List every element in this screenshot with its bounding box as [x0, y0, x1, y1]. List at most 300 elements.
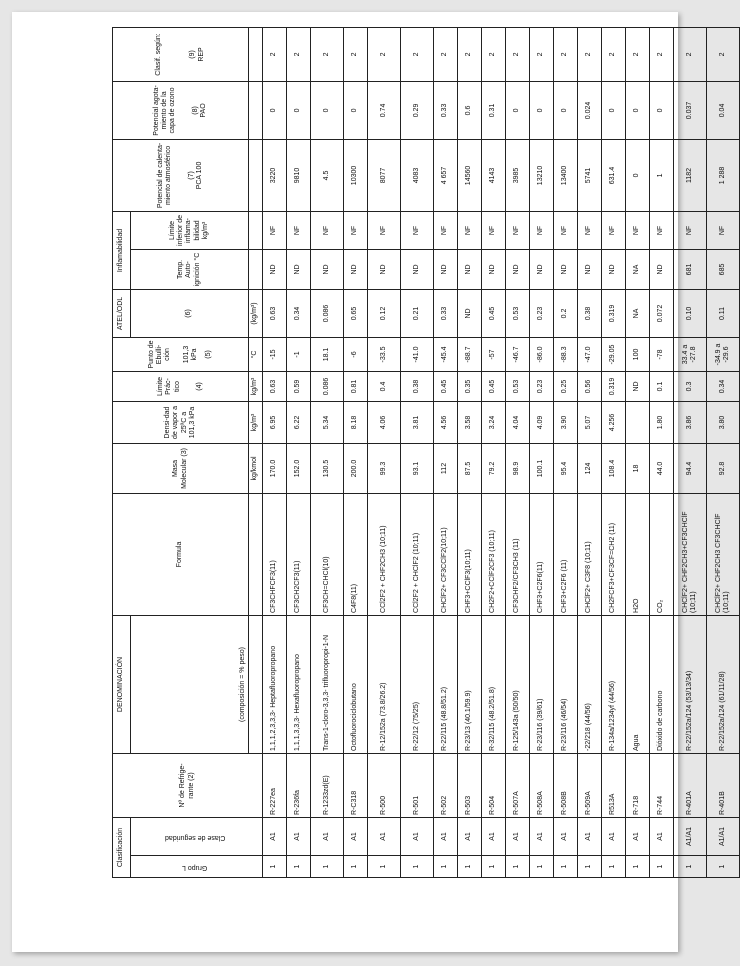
cell-autoign: ND	[650, 249, 674, 289]
cell-atel: 0.086	[311, 289, 344, 337]
cell-denominacion: R-22/115 (48.8/51.2)	[434, 615, 458, 753]
table-row	[434, 27, 458, 877]
cell-refrigerante: R-509A	[578, 753, 602, 817]
cell-limite: 0.81	[344, 371, 368, 401]
cell-grupo: 1	[674, 856, 707, 878]
cell-limite: 0.34	[707, 371, 740, 401]
cell-rep: 2	[506, 27, 530, 81]
cell-pca: 10300	[344, 139, 368, 211]
table-row	[482, 27, 506, 877]
cell-grupo: 1	[554, 856, 578, 878]
cell-denominacion: R-22/12 (75/25)	[401, 615, 434, 753]
cell-limite: ND	[626, 371, 650, 401]
cell-clase: A1	[554, 817, 578, 855]
document-page	[12, 12, 730, 952]
header-ebullicion-unit: °C	[249, 337, 263, 371]
cell-lim-inf: NF	[554, 211, 578, 249]
cell-atel: 0.12	[368, 289, 401, 337]
header-group-row	[113, 27, 131, 877]
cell-rep: 2	[311, 27, 344, 81]
cell-atel: 0.11	[707, 289, 740, 337]
cell-pca: 4 657	[434, 139, 458, 211]
header-inflamabilidad: Inflamabilidad	[113, 211, 131, 289]
table-row	[458, 27, 482, 877]
cell-pao: 0	[626, 81, 650, 139]
cell-autoign: NA	[626, 249, 650, 289]
cell-clase: A1	[311, 817, 344, 855]
cell-denominacion: R-134a/1234yf (44/56)	[602, 615, 626, 753]
cell-lim-inf: NF	[434, 211, 458, 249]
cell-lim-inf: NF	[344, 211, 368, 249]
table-row	[602, 27, 626, 877]
header-pao-blank	[249, 81, 263, 139]
cell-densidad: 3.81	[401, 401, 434, 443]
header-ebullicion	[113, 337, 249, 371]
header-clase	[131, 817, 263, 855]
cell-lim-inf: NF	[602, 211, 626, 249]
cell-formula: CCl2F2 + CHF2CH3 (10;11)	[368, 493, 401, 615]
cell-lim-inf: NF	[458, 211, 482, 249]
cell-limite: 0.4	[368, 371, 401, 401]
cell-grupo: 1	[530, 856, 554, 878]
cell-clase: A1	[626, 817, 650, 855]
table-row	[674, 27, 707, 877]
header-densidad-unit: kg/m³	[249, 401, 263, 443]
cell-masa: 87.5	[458, 443, 482, 493]
header-autoign-blank	[249, 249, 263, 289]
cell-clase: A1	[401, 817, 434, 855]
table-row	[650, 27, 674, 877]
cell-limite: 0.45	[434, 371, 458, 401]
cell-refrigerante: R-1233zd(E)	[311, 753, 344, 817]
cell-refrigerante: R-401A	[674, 753, 707, 817]
cell-pca: 13400	[554, 139, 578, 211]
cell-denominacion: R-23/13 (40.1/59.9)	[458, 615, 482, 753]
cell-densidad: 6.22	[287, 401, 311, 443]
header-grupo	[131, 856, 263, 878]
cell-clase: A1	[458, 817, 482, 855]
cell-clase: A1	[368, 817, 401, 855]
cell-clase: A1	[506, 817, 530, 855]
cell-pao: 0.31	[482, 81, 506, 139]
header-composicion: (composición = % peso)	[131, 615, 249, 753]
cell-refrigerante: R513A	[602, 753, 626, 817]
cell-formula: CF3CH=CHCl(10)	[311, 493, 344, 615]
cell-refrigerante: R-C318	[344, 753, 368, 817]
cell-formula: CHClF2+ CHF2CH3 CF3CHClF (10;11)	[707, 493, 740, 615]
cell-refrigerante: R-227ea	[263, 753, 287, 817]
cell-atel: 0.23	[530, 289, 554, 337]
cell-rep: 2	[458, 27, 482, 81]
header-clasificacion: Clasificación	[113, 817, 131, 877]
cell-pao: 0	[530, 81, 554, 139]
cell-ebullicion: 33.4 a -27.8	[674, 337, 707, 371]
clasif-label: Clasif. según:	[155, 33, 163, 76]
cell-clase: A1	[530, 817, 554, 855]
cell-pca: 1	[650, 139, 674, 211]
cell-grupo: 1	[311, 856, 344, 878]
header-densidad: Densi-dad de vapor a 25ºC a 101,3 kPa	[113, 401, 249, 443]
cell-grupo: 1	[368, 856, 401, 878]
cell-densidad: 5.34	[311, 401, 344, 443]
cell-autoign: ND	[368, 249, 401, 289]
cell-ebullicion: -45.4	[434, 337, 458, 371]
cell-pca: 8077	[368, 139, 401, 211]
cell-refrigerante: R-507A	[506, 753, 530, 817]
cell-ebullicion: -88.3	[554, 337, 578, 371]
cell-masa: 100.1	[530, 443, 554, 493]
header-atel: ATEL/ODL	[113, 289, 131, 337]
cell-autoign: 685	[707, 249, 740, 289]
cell-masa: 18	[626, 443, 650, 493]
header-no-refrigerante: Nº de Refrige-rante (2)	[113, 753, 263, 817]
cell-limite: 0.45	[482, 371, 506, 401]
table-row	[626, 27, 650, 877]
cell-lim-inf: NF	[650, 211, 674, 249]
cell-limite: 0.25	[554, 371, 578, 401]
cell-refrigerante: R-500	[368, 753, 401, 817]
header-limite-unit: kg/m³	[249, 371, 263, 401]
cell-rep: 2	[674, 27, 707, 81]
cell-denominacion: R-125/143a (50/50)	[506, 615, 530, 753]
cell-formula: CHF3+CClF3(10;11)	[458, 493, 482, 615]
cell-limite: 0.319	[602, 371, 626, 401]
cell-autoign: ND	[458, 249, 482, 289]
cell-denominacion: R-23/116 (46/54)	[554, 615, 578, 753]
rep-sub: REP	[197, 47, 205, 62]
cell-rep: 2	[368, 27, 401, 81]
cell-lim-inf: NF	[707, 211, 740, 249]
cell-densidad: 4.56	[434, 401, 458, 443]
cell-limite: 0.3	[674, 371, 707, 401]
pca-label: Potencial de calenta-miento atmosférico	[157, 142, 173, 209]
cell-ebullicion: 100	[626, 337, 650, 371]
cell-autoign: ND	[530, 249, 554, 289]
cell-lim-inf: NF	[368, 211, 401, 249]
cell-autoign: ND	[287, 249, 311, 289]
cell-masa: 130.5	[311, 443, 344, 493]
cell-grupo: 1	[578, 856, 602, 878]
cell-masa: 44.0	[650, 443, 674, 493]
table-row	[368, 27, 401, 877]
cell-atel: 0.21	[401, 289, 434, 337]
cell-densidad: 4.256	[602, 401, 626, 443]
cell-masa: 170.0	[263, 443, 287, 493]
cell-grupo: 1	[401, 856, 434, 878]
table-row	[707, 27, 740, 877]
cell-autoign: ND	[578, 249, 602, 289]
cell-denominacion: Agua	[626, 615, 650, 753]
cell-autoign: ND	[434, 249, 458, 289]
cell-lim-inf: NF	[263, 211, 287, 249]
cell-refrigerante: R-236fa	[287, 753, 311, 817]
cell-pao: 0.04	[707, 81, 740, 139]
cell-autoign: ND	[482, 249, 506, 289]
header-unit-row	[249, 27, 263, 877]
cell-atel: 0.65	[344, 289, 368, 337]
cell-refrigerante: R-508B	[554, 753, 578, 817]
cell-autoign: ND	[311, 249, 344, 289]
cell-limite: 0.35	[458, 371, 482, 401]
ebullicion-num: (5)	[204, 350, 212, 359]
cell-autoign: 681	[674, 249, 707, 289]
cell-autoign: ND	[344, 249, 368, 289]
cell-clase: A1	[434, 817, 458, 855]
grupo-label: Grupo L	[182, 863, 208, 871]
cell-formula: CCl2F2 + CHClF2 (10;11)	[401, 493, 434, 615]
cell-atel: 0.53	[506, 289, 530, 337]
cell-densidad: 3.58	[458, 401, 482, 443]
cell-rep: 2	[530, 27, 554, 81]
cell-limite: 0.23	[530, 371, 554, 401]
cell-limite: 0.59	[287, 371, 311, 401]
cell-pao: 0.6	[458, 81, 482, 139]
rotated-table-wrapper	[112, 28, 730, 878]
cell-refrigerante: R-503	[458, 753, 482, 817]
cell-pao: 0	[287, 81, 311, 139]
header-denominacion-blank	[249, 615, 263, 753]
cell-formula: CF3CHFCF3(11)	[263, 493, 287, 615]
cell-grupo: 1	[482, 856, 506, 878]
cell-grupo: 1	[263, 856, 287, 878]
cell-masa: 152.0	[287, 443, 311, 493]
cell-clase: A1	[482, 817, 506, 855]
cell-limite: 0.086	[311, 371, 344, 401]
cell-pca: 3985	[506, 139, 530, 211]
cell-atel: 0.319	[602, 289, 626, 337]
pao-num: (8)	[191, 106, 199, 115]
header-pca-blank	[249, 139, 263, 211]
header-formula-blank	[249, 493, 263, 615]
cell-pca: 631.4	[602, 139, 626, 211]
header-masa: Masa Molecular (3)	[113, 443, 249, 493]
cell-lim-inf: NF	[287, 211, 311, 249]
cell-clase: A1	[578, 817, 602, 855]
cell-pca: 13210	[530, 139, 554, 211]
cell-pao: 0.024	[578, 81, 602, 139]
cell-densidad: 3.80	[707, 401, 740, 443]
table-row	[578, 27, 602, 877]
cell-densidad: 5.07	[578, 401, 602, 443]
cell-ebullicion: -47.0	[578, 337, 602, 371]
cell-pao: 0.037	[674, 81, 707, 139]
table-row	[287, 27, 311, 877]
cell-limite: 0.63	[263, 371, 287, 401]
header-pao	[113, 81, 249, 139]
ebullicion-cond: 101,3 kPa	[182, 345, 198, 364]
cell-atel: ND	[458, 289, 482, 337]
cell-lim-inf: NF	[506, 211, 530, 249]
limite-practico-num: (4)	[195, 382, 203, 391]
cell-masa: 79.2	[482, 443, 506, 493]
cell-densidad: 4.06	[368, 401, 401, 443]
cell-denominacion: Trans-1-cloro-3,3,3- trifluoropropi-1-N	[311, 615, 344, 753]
cell-lim-inf: NF	[530, 211, 554, 249]
cell-formula: CO₂	[650, 493, 674, 615]
cell-rep: 2	[578, 27, 602, 81]
header-formula: Formula	[113, 493, 249, 615]
cell-masa: 93.1	[401, 443, 434, 493]
cell-atel: 0.63	[263, 289, 287, 337]
cell-autoign: ND	[554, 249, 578, 289]
cell-masa: 92.8	[707, 443, 740, 493]
table-row	[401, 27, 434, 877]
cell-formula: H2O	[626, 493, 650, 615]
cell-masa: 112	[434, 443, 458, 493]
cell-denominacion: 1,1,1,2,3,3,3- Heptafluoropropano	[263, 615, 287, 753]
cell-pao: 0.29	[401, 81, 434, 139]
cell-densidad: 4.04	[506, 401, 530, 443]
cell-densidad: 4.09	[530, 401, 554, 443]
cell-ebullicion: -33.5	[368, 337, 401, 371]
cell-refrigerante: R-508A	[530, 753, 554, 817]
pca-num: (7)	[187, 171, 195, 180]
limite-practico-label: Límite Prác-tico	[157, 376, 181, 397]
header-pca	[113, 139, 249, 211]
cell-clase: A1	[344, 817, 368, 855]
cell-rep: 2	[434, 27, 458, 81]
header-liminf-blank	[249, 211, 263, 249]
cell-pca: 4.5	[311, 139, 344, 211]
cell-masa: 95.4	[554, 443, 578, 493]
table-row	[554, 27, 578, 877]
header-limite-inferior: Límite inferior de inflama-bilidad kg/m³	[131, 211, 249, 249]
cell-clase: A1/A1	[674, 817, 707, 855]
cell-densidad: 3.24	[482, 401, 506, 443]
cell-atel: 0.33	[434, 289, 458, 337]
header-clasif	[113, 27, 249, 81]
ebullicion-label: Punto de Ebulli-ción	[148, 340, 172, 369]
cell-formula: CHF3+C2F6 (11)	[554, 493, 578, 615]
cell-ebullicion: -15	[263, 337, 287, 371]
cell-formula: CF3CHF2/CF3CH3 (11)	[506, 493, 530, 615]
cell-atel: 0.2	[554, 289, 578, 337]
header-autoignicion: Temp. Auto-ignición °C	[131, 249, 249, 289]
cell-refrigerante: R-501	[401, 753, 434, 817]
cell-lim-inf: NF	[626, 211, 650, 249]
cell-masa: 108.4	[602, 443, 626, 493]
cell-limite: 0.1	[650, 371, 674, 401]
cell-rep: 2	[707, 27, 740, 81]
cell-ebullicion: -6	[344, 337, 368, 371]
cell-pao: 0	[602, 81, 626, 139]
cell-grupo: 1	[707, 856, 740, 878]
cell-grupo: 1	[434, 856, 458, 878]
header-masa-unit: kg/kmol	[249, 443, 263, 493]
cell-pao: 0	[344, 81, 368, 139]
cell-formula: CF3CH2CF3(11)	[287, 493, 311, 615]
cell-ebullicion: -57	[482, 337, 506, 371]
cell-masa: 200.0	[344, 443, 368, 493]
cell-pca: 0	[626, 139, 650, 211]
cell-denominacion: R-23/116 (39/61)	[530, 615, 554, 753]
cell-grupo: 1	[650, 856, 674, 878]
cell-denominacion: Dióxido de carbono	[650, 615, 674, 753]
cell-grupo: 1	[626, 856, 650, 878]
cell-densidad: 3.86	[674, 401, 707, 443]
cell-ebullicion: -46.7	[506, 337, 530, 371]
rep-num: (9)	[189, 50, 197, 59]
cell-refrigerante: R-502	[434, 753, 458, 817]
table-row	[344, 27, 368, 877]
cell-masa: 99.3	[368, 443, 401, 493]
cell-formula: CH2F2+CClF2CF3 (10;11)	[482, 493, 506, 615]
cell-rep: 2	[650, 27, 674, 81]
cell-rep: 2	[287, 27, 311, 81]
cell-denominacion: R-32/115 (48.2/51.8)	[482, 615, 506, 753]
cell-ebullicion: -86.0	[530, 337, 554, 371]
cell-masa: 94.4	[674, 443, 707, 493]
table-row	[506, 27, 530, 877]
cell-rep: 2	[401, 27, 434, 81]
cell-masa: 124	[578, 443, 602, 493]
cell-clase: A1	[650, 817, 674, 855]
cell-lim-inf: NF	[674, 211, 707, 249]
cell-grupo: 1	[506, 856, 530, 878]
cell-lim-inf: NF	[578, 211, 602, 249]
cell-rep: 2	[344, 27, 368, 81]
cell-pao: 0.74	[368, 81, 401, 139]
cell-grupo: 1	[287, 856, 311, 878]
table-row	[263, 27, 287, 877]
cell-ebullicion: -34.9 a -29.6	[707, 337, 740, 371]
pao-sub: PAO	[199, 103, 207, 118]
cell-denominacion: R-22/152a/124 (61/11/28)	[707, 615, 740, 753]
pao-label: Potencial agota-miento de la capa de ozono	[153, 85, 177, 136]
cell-pca: 4143	[482, 139, 506, 211]
table-row	[311, 27, 344, 877]
cell-denominacion: Octofluorociclobutano	[344, 615, 368, 753]
cell-pao: 0	[263, 81, 287, 139]
cell-limite: 0.53	[506, 371, 530, 401]
cell-pca: 14560	[458, 139, 482, 211]
cell-ebullicion: 18.1	[311, 337, 344, 371]
header-atel-num: (6)	[131, 289, 249, 337]
header-denominacion: DENOMINACIÓN	[113, 615, 131, 753]
cell-lim-inf: NF	[311, 211, 344, 249]
cell-pao: 0	[311, 81, 344, 139]
table-row	[530, 27, 554, 877]
cell-formula: CHF3+C2F6(11)	[530, 493, 554, 615]
cell-denominacion: 1,1,1,3,3,3- Hexafluoropropano	[287, 615, 311, 753]
cell-ebullicion: -1	[287, 337, 311, 371]
refrigerant-table	[112, 27, 740, 878]
cell-refrigerante: R-504	[482, 753, 506, 817]
cell-refrigerante: R-718	[626, 753, 650, 817]
cell-ebullicion: -88.7	[458, 337, 482, 371]
cell-rep: 2	[263, 27, 287, 81]
cell-limite: 0.38	[401, 371, 434, 401]
cell-pca: 1182	[674, 139, 707, 211]
cell-pca: 3220	[263, 139, 287, 211]
header-atel-unit: (kg/m³)	[249, 289, 263, 337]
cell-rep: 2	[482, 27, 506, 81]
cell-pao: 0	[506, 81, 530, 139]
cell-formula: CHClF2+ CF3CClF2(10;11)	[434, 493, 458, 615]
cell-atel: 0.45	[482, 289, 506, 337]
cell-densidad: 1.80	[650, 401, 674, 443]
cell-rep: 2	[602, 27, 626, 81]
cell-ebullicion: -41.0	[401, 337, 434, 371]
cell-rep: 2	[626, 27, 650, 81]
cell-densidad: 3.90	[554, 401, 578, 443]
cell-lim-inf: NF	[482, 211, 506, 249]
cell-ebullicion: -78	[650, 337, 674, 371]
cell-pca: 1 288	[707, 139, 740, 211]
cell-masa: 98.9	[506, 443, 530, 493]
pca-sub: PCA 100	[195, 161, 203, 190]
cell-atel: 0.072	[650, 289, 674, 337]
